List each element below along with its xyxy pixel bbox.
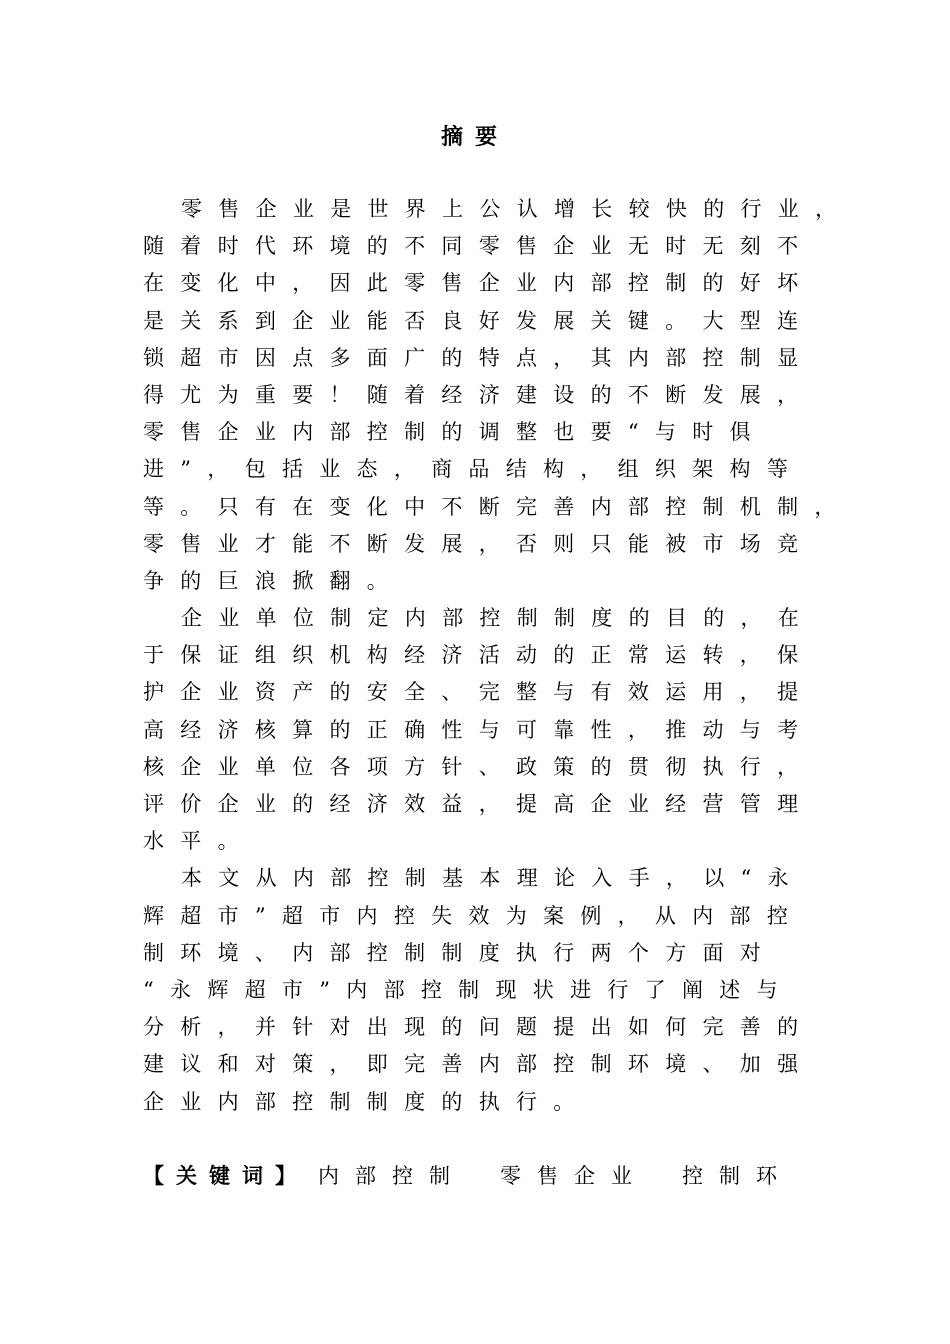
paragraph-3: [143, 860, 843, 1120]
text-line: 企业内部控制制度的执行。: [143, 1089, 591, 1114]
keyword-item: 内部控制: [318, 1164, 466, 1188]
abstract-body: [143, 191, 853, 1121]
text-line: 是关系到企业能否良好发展关键。大型连: [143, 308, 815, 333]
text-line: 等。只有在变化中不断完善内部控制机制，: [143, 494, 852, 519]
text-line: 随着时代环境的不同零售企业无时无刻不: [143, 234, 815, 259]
text-line: 分析，并针对出现的问题提出如何完善的: [143, 1015, 815, 1040]
text-line: 企业单位制定内部控制制度的目的，在: [181, 606, 816, 631]
text-line: 于保证组织机构经济活动的正常运转，保: [143, 643, 815, 668]
text-line: 护企业资产的安全、完整与有效运用，提: [143, 680, 815, 705]
text-line: 建议和对策，即完善内部控制环境、加强: [143, 1052, 815, 1077]
text-line: 锁超市因点多面广的特点，其内部控制显: [143, 345, 815, 370]
text-line: 水平。: [143, 829, 255, 854]
text-line: 辉超市”超市内控失效为案例，从内部控: [143, 903, 805, 928]
text-line: 核企业单位各项方针、政策的贯彻执行，: [143, 754, 815, 779]
page-title: 摘要: [440, 125, 509, 150]
keyword-item: 零售企业: [500, 1164, 648, 1188]
text-line: 零售企业是世界上公认增长较快的行业，: [181, 197, 853, 221]
text-line: 在变化中，因此零售企业内部控制的好坏: [143, 271, 815, 296]
paragraph-1: [143, 191, 853, 600]
keyword-item: 控制环: [682, 1164, 793, 1188]
paragraph-2: [143, 600, 843, 860]
text-line: 进”，包括业态，商品结构，组织架构等: [143, 457, 805, 482]
text-line: 本文从内部控制基本理论入手，以“永: [181, 866, 805, 891]
text-line: 争的巨浪掀翻。: [143, 568, 405, 593]
keywords-line: [143, 1158, 843, 1195]
text-line: 零售业才能不断发展，否则只能被市场竞: [143, 531, 815, 556]
text-line: 高经济核算的正确性与可靠性，推动与考: [143, 717, 815, 742]
text-line: 零售企业内部控制的调整也要“与时俱: [143, 420, 767, 445]
keywords-label: 【关键词】: [143, 1164, 308, 1188]
text-line: 评价企业的经济效益，提高企业经营管理: [143, 792, 815, 816]
text-line: 得尤为重要！随着经济建设的不断发展，: [143, 382, 815, 407]
text-line: “永辉超市”内部控制现状进行了阐述与: [143, 977, 794, 1002]
text-line: 制环境、内部控制制度执行两个方面对: [143, 940, 778, 965]
